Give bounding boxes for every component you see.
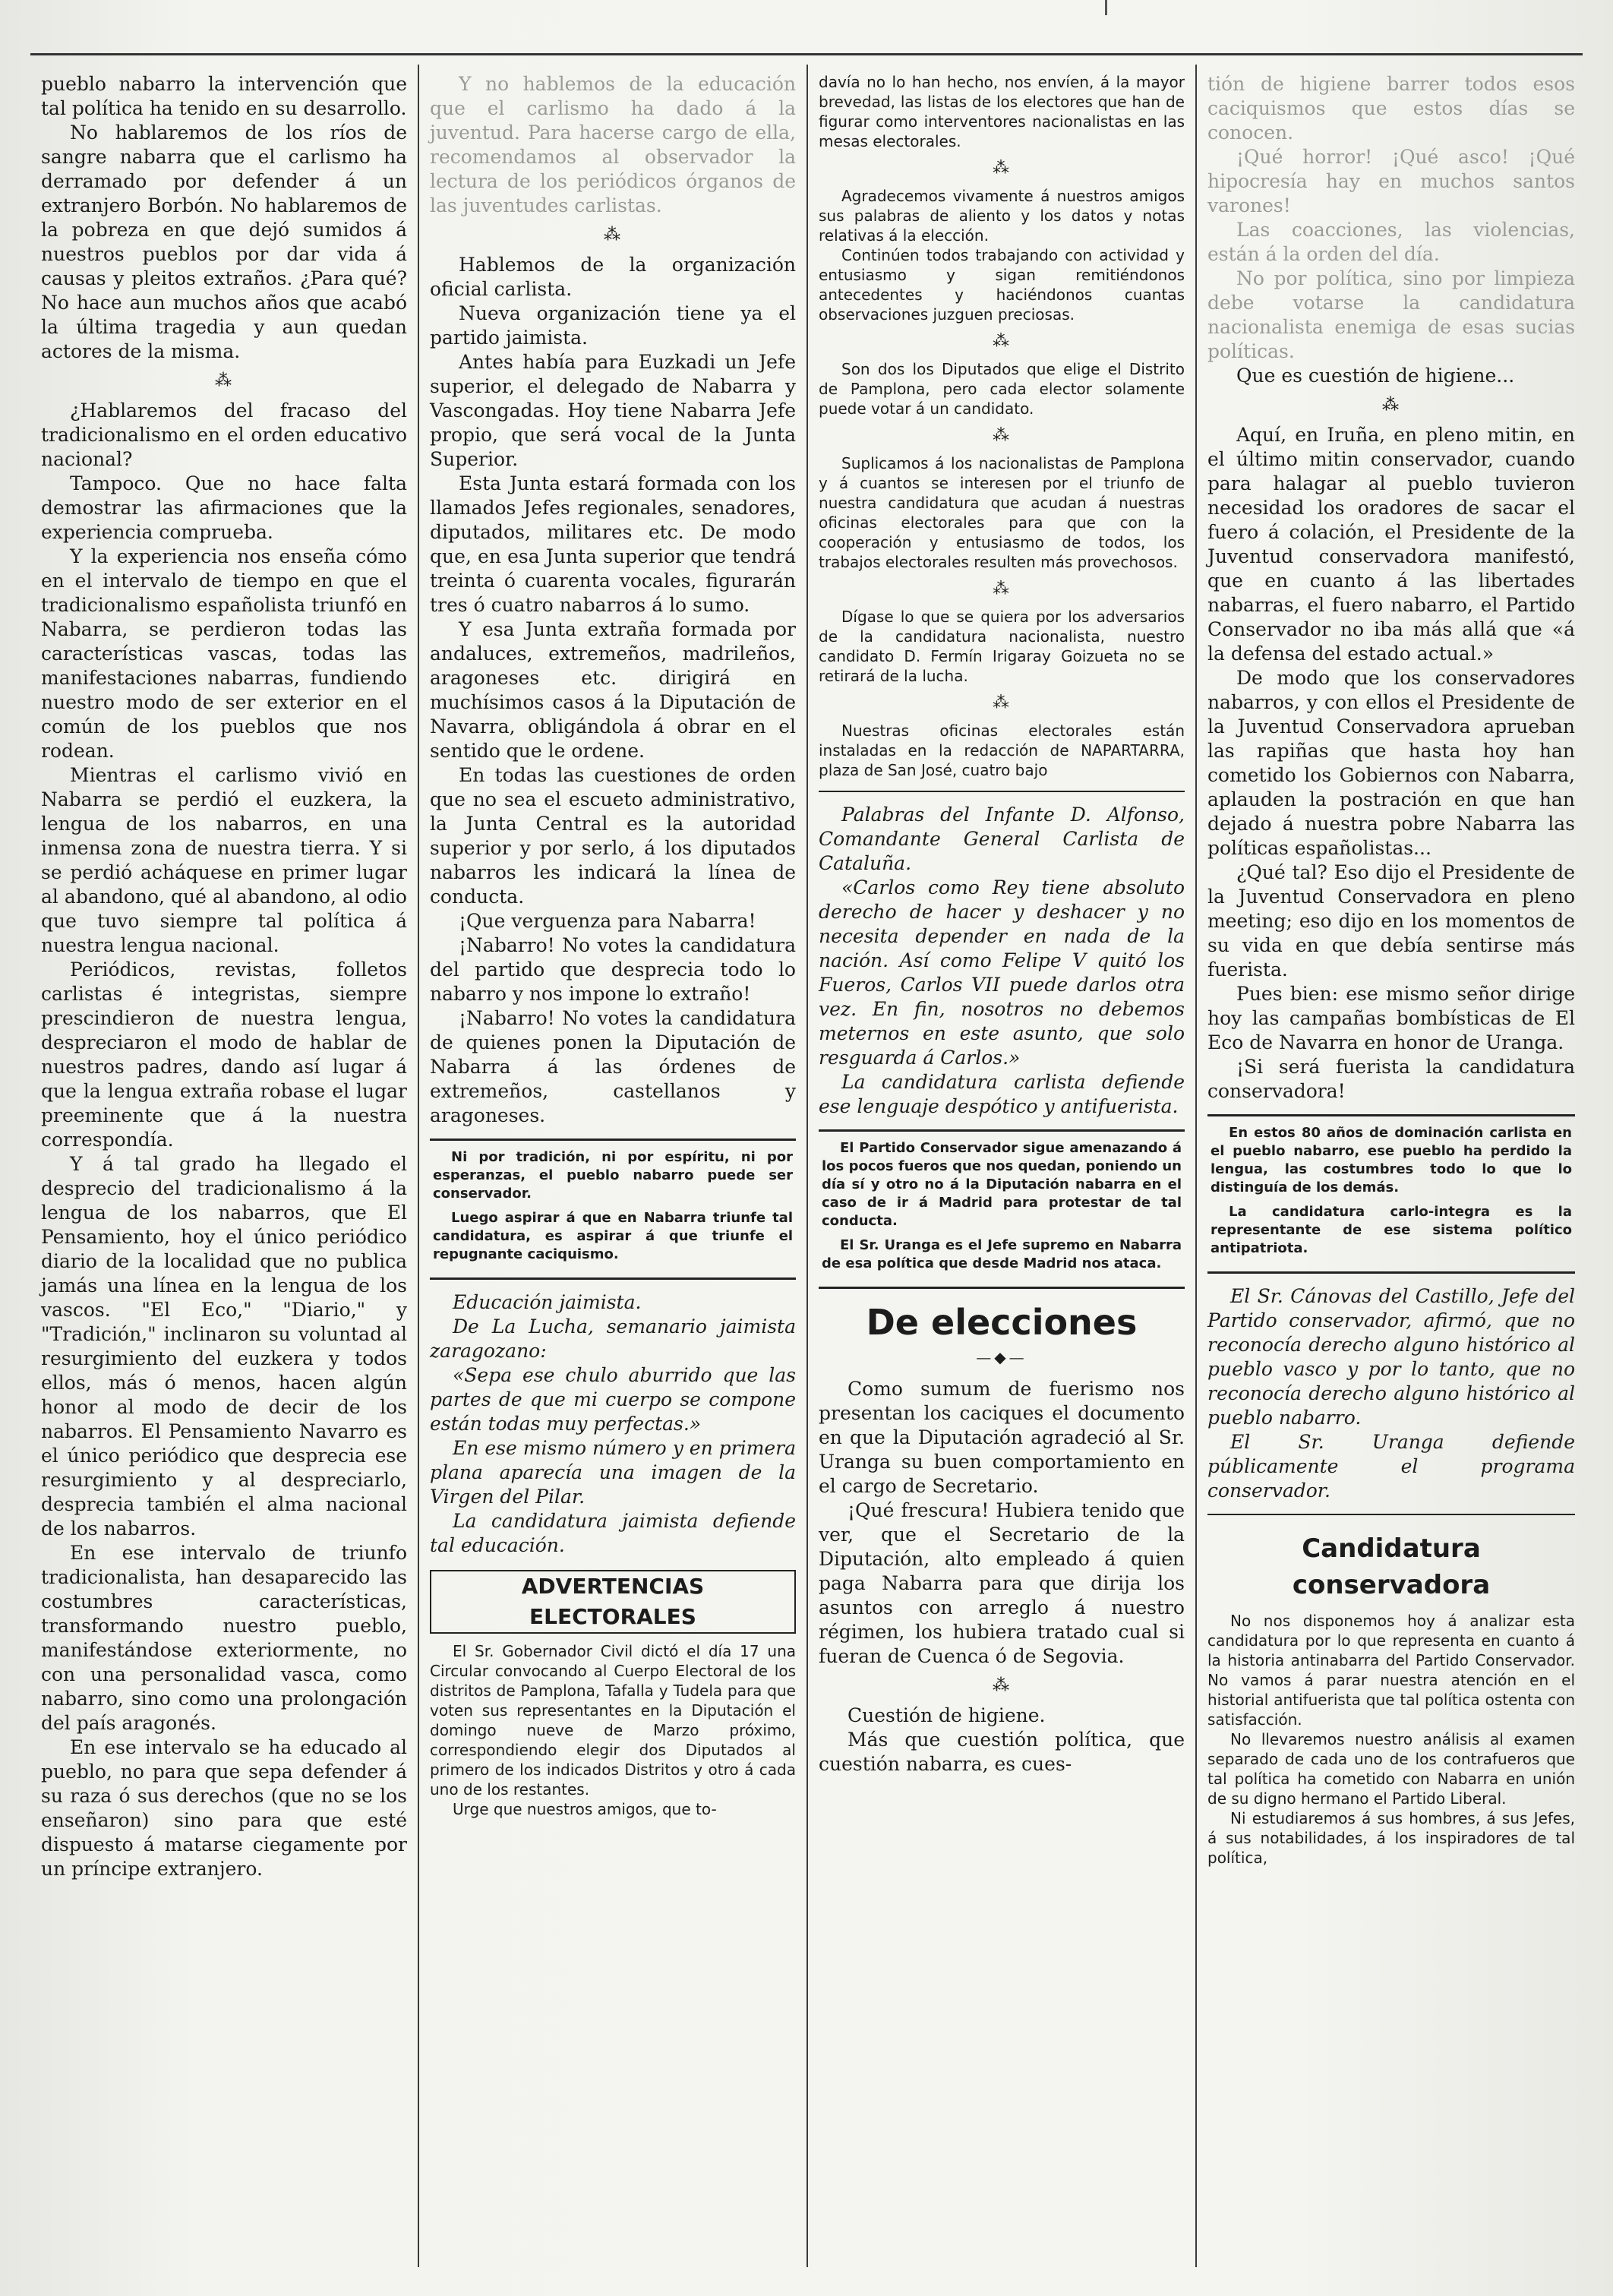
paragraph: En ese intervalo de triunfo tradicionalista, han desaparecido las costumbres características, transformando nuestro pueblo, manifestándose exteriormente, no con una personalidad vasca, como nabarro, sino como una prolongación del país aragonés. — [41, 1542, 407, 1734]
asterism-separator: ⁂ — [993, 159, 1011, 178]
asterism-separator: ⁂ — [993, 332, 1011, 351]
italic-section — [430, 1290, 796, 1558]
paragraph: En todas las cuestiones de orden que no sea el escueto administrativo, la Junta Central es la autoridad superior y por serlo, á los diputados nabarros les indicará la línea de conducta. — [430, 764, 796, 908]
paragraph: ¡Nabarro! No votes la candidatura del partido que desprecia todo lo nabarro y nos impone lo extraño! — [430, 934, 796, 1005]
paragraph: Y no hablemos de la educación que el carlismo ha dado á la juventud. Para hacerse cargo de ella, recomendamos al observador la lectura de los periódicos órganos de las juventudes carlistas. — [430, 73, 796, 216]
paragraph: ¡Nabarro! No votes la candidatura de quienes ponen la Diputación de Nabarra á las órdenes de extremeños, castellanos y aragoneses. — [430, 1007, 796, 1126]
italic-paragraph: «Carlos como Rey tiene absoluto derecho de hacer y deshacer y no necesita depender en nada de la nación. Así como Felipe V quitó los Fueros, Carlos VII puede darlos otra vez. En fin, nosotros no debemos meternos en este asunto, que solo resguarda á Carlos.» — [819, 876, 1185, 1069]
note-paragraph: Nuestras oficinas electorales están instaladas en la redacción de NAPARTARRA, plaza de San José, cuatro bajo — [819, 722, 1185, 779]
asterism-separator: ⁂ — [1382, 396, 1400, 415]
italic-paragraph: Educación jaimista. — [453, 1291, 642, 1313]
notice-box — [430, 1139, 796, 1280]
paragraph: Periódicos, revistas, folletos carlistas é integristas, siempre prescindieron de nuestra lengua, despreciaron el modo de hablar de nuestros padres, dando así lugar á que la lengua extraña robase el lugar preeminente que á la nuestra correspondía. — [41, 959, 407, 1151]
column-3 — [808, 65, 1197, 2267]
paragraph: Hablemos de la organización oficial carlista. — [430, 254, 796, 300]
paragraph: Tampoco. Que no hace falta demostrar las afirmaciones que la experiencia comprueba. — [41, 472, 407, 543]
page-edge-mark — [1105, 0, 1107, 15]
paragraph: En ese intervalo se ha educado al pueblo, no para que sepa defender á su raza ó sus derechos (que no se los enseñaron) sino para que esté dispuesto á matarse ciegamente por un príncipe extranjero. — [41, 1736, 407, 1880]
paragraph: tión de higiene barrer todos esos caciquismos que estos días se conocen. — [1207, 73, 1575, 144]
column-2 — [419, 65, 808, 2267]
ornament-divider: —◆— — [976, 1348, 1027, 1366]
paragraph: Y á tal grado ha llegado el desprecio del tradicionalismo á la lengua de los nabarros, que El Pensamiento, hoy el único periódico diario de la localidad que no publica jamás una línea en la lengua de los vascos. "El Eco," "Diario," y "Tradición," inclinaron su voluntad al resurgimiento del euzkera y todos ellos, más ó menos, hacen algún honor al modo de decir de los nabarros. El Pensamiento Navarro es el único periódico que desprecia ese resurgimiento y al despreciarlo, desprecia también el alma nacional de los nabarros. — [41, 1153, 407, 1540]
columns — [30, 65, 1587, 2267]
advert-paragraph: Urge que nuestros amigos, que to- — [453, 1800, 717, 1818]
paragraph: Ni estudiaremos á sus hombres, á sus Jefes, á sus notabilidades, á los inspiradores de tal política, — [1207, 1809, 1575, 1867]
paragraph: De modo que los conservadores nabarros, y con ellos el Presidente de la Juventud Conservadora aprueban las rapiñas que hasta hoy han cometido los Gobiernos con Nabarra, aplauden la postración en que han dejado á nuestra pobre Nabarra las políticas españolistas... — [1207, 667, 1575, 859]
paragraph: Cuestión de higiene. — [848, 1704, 1046, 1726]
note-paragraph: Son dos los Diputados que elige el Distrito de Pamplona, pero cada elector solamente puede votar á un candidato. — [819, 360, 1185, 418]
paragraph: Antes había para Euzkadi un Jefe superior, el delegado de Nabarra y Vascongadas. Hoy tiene Nabarra Jefe propio, que será vocal de la Junta Superior. — [430, 351, 796, 470]
paragraph: Mientras el carlismo vivió en Nabarra se perdió el euzkera, la lengua de los nabarros, en una inmensa zona de nuestra tierra. Y si se perdió acháquese en primer lugar al abandono, qué al abandono, al odio que tuvo siempre tal política á nuestra lengua nacional. — [41, 764, 407, 956]
candidature-section — [1207, 1611, 1575, 1868]
paragraph: ¡Que verguenza para Nabarra! — [459, 910, 756, 932]
italic-section — [1207, 1284, 1575, 1503]
note-paragraph: Suplicamos á los nacionalistas de Pamplona y á cuantos se interesen por el triunfo de nuestra candidatura que acudan á nuestras oficinas electorales para que con la cooperación y entusiasmo de todos, los trabajos electorales resulten más provechosos. — [819, 454, 1185, 571]
electoral-notes — [819, 72, 1185, 780]
note-paragraph: Dígase lo que se quiera por los adversarios de la candidatura nacionalista, nuestro candidato D. Fermín Irigaray Goizueta no se retirará de la lucha. — [819, 608, 1185, 685]
notice-text: En estos 80 años de dominación carlista en el pueblo nabarro, ese pueblo ha perdido la lengua, las costumbres todo lo que lo distinguía de los demás. — [1211, 1125, 1572, 1195]
paragraph: No hablaremos de los ríos de sangre nabarra que el carlismo ha derramado por defender á un extranjero Borbón. No hablaremos de la pobreza en que dejó sumidos á nuestros pueblos por dar vida á causas y pleitos extraños. ¿Para qué? No hace aun muchos años que acabó la última tragedia y aun quedan actores de la misma. — [41, 122, 407, 362]
paragraph: Más que cuestión política, que cuestión nabarra, es cues- — [819, 1729, 1185, 1775]
divider — [1207, 1514, 1575, 1515]
note-paragraph: Agradecemos vivamente á nuestros amigos sus palabras de aliento y los datos y notas relativas á la elección. — [819, 187, 1185, 245]
italic-section — [819, 803, 1185, 1119]
column-1 — [30, 65, 419, 2267]
paragraph: Que es cuestión de higiene... — [1236, 365, 1515, 387]
notice-text: La candidatura carlo-integra es la representante de ese sistema político antipatriota. — [1211, 1204, 1572, 1256]
paragraph: ¿Qué tal? Eso dijo el Presidente de la Juventud Conservadora en pleno meeting; eso dijo en los momentos de su vida en que debía sentirse más fuerista. — [1207, 861, 1575, 981]
paragraph: ¿Hablaremos del fracaso del tradicionalismo en el orden educativo nacional? — [41, 400, 407, 470]
notice-text: El Sr. Uranga es el Jefe supremo en Nabarra de esa política que desde Madrid nos ataca. — [822, 1237, 1182, 1271]
paragraph: No nos disponemos hoy á analizar esta candidatura por lo que representa en cuanto á la historia antinabarra del Partido Conservador. No vamos á parar nuestra atención en el historial antifuerista que tal política ostenta con satisfacción. — [1207, 1612, 1575, 1729]
notice-text: Luego aspirar á que en Nabarra triunfe tal candidatura, es aspirar á que triunfe el repugnante caciquismo. — [433, 1210, 793, 1262]
asterism-separator: ⁂ — [993, 426, 1011, 445]
paragraph: ¡Qué horror! ¡Qué asco! ¡Qué hipocresía hay en muchos santos varones! — [1207, 146, 1575, 216]
note-paragraph: davía no lo han hecho, nos envíen, á la mayor brevedad, las listas de los electores que han de figurar como interventores nacionalistas en las mesas electorales. — [819, 73, 1185, 150]
section-heading: Candidatura conservadora — [1292, 1533, 1491, 1600]
italic-paragraph: En ese mismo número y en primera plana aparecía una imagen de la Virgen del Pilar. — [430, 1437, 796, 1508]
italic-paragraph: Palabras del Infante D. Alfonso, Comandante General Carlista de Cataluña. — [819, 804, 1185, 874]
note-paragraph: Continúen todos trabajando con actividad y entusiasmo y sigan remitiéndonos antecedentes y haciéndonos cuantas observaciones juzguen preciosas. — [819, 246, 1185, 324]
italic-paragraph: El Sr. Uranga defiende públicamente el programa conservador. — [1207, 1431, 1575, 1502]
paragraph: ¡Qué frescura! Hubiera tenido que ver, que el Secretario de la Diputación, alto empleado á quien paga Nabarra para que dirija los asuntos con arreglo á nuestro régimen, los hubiera tratado cual si fueran de Cuenca ó de Segovia. — [819, 1499, 1185, 1667]
italic-paragraph: «Sepa ese chulo aburrido que las partes de que mi cuerpo se compone están todas muy perfectas.» — [430, 1364, 796, 1435]
italic-paragraph: De La Lucha, semanario jaimista zaragozano: — [430, 1315, 796, 1362]
divider — [819, 791, 1185, 792]
paragraph: No por política, sino por limpieza debe votarse la candidatura nacionalista enemiga de esas sucias políticas. — [1207, 267, 1575, 362]
notice-text: Ni por tradición, ni por espíritu, ni por esperanzas, el pueblo nabarro puede ser conservador. — [433, 1149, 793, 1202]
paragraph: ¡Si será fuerista la candidatura conservadora! — [1207, 1056, 1575, 1102]
notice-text: El Partido Conservador sigue amenazando á los pocos fueros que nos quedan, poniendo un día sí y otro no á la Diputación nabarra en el caso de ir á Madrid para protestar de tal conducta. — [822, 1140, 1182, 1229]
top-rule — [30, 53, 1583, 55]
column-4 — [1197, 65, 1586, 2267]
paragraph: No llevaremos nuestro análisis al examen separado de cada uno de los contrafueros que tal política ha cometido con Nabarra en unión de su digno hermano el Partido Liberal. — [1207, 1730, 1575, 1808]
asterism-separator: ⁂ — [993, 693, 1011, 712]
asterism-separator: ⁂ — [215, 371, 233, 390]
italic-paragraph: La candidatura carlista defiende ese lenguaje despótico y antifuerista. — [819, 1071, 1185, 1117]
paragraph: Pues bien: ese mismo señor dirige hoy las campañas bombísticas de El Eco de Navarra en honor de Uranga. — [1207, 983, 1575, 1053]
paragraph: Las coacciones, las violencias, están á la orden del día. — [1207, 219, 1575, 265]
section-heading: De elecciones — [866, 1302, 1138, 1343]
asterism-separator: ⁂ — [604, 226, 622, 245]
paragraph: Como sumum de fuerismo nos presentan los caciques el documento en que la Diputación agradeció al Sr. Uranga su buen comportamiento en el cargo de Secretario. — [819, 1378, 1185, 1497]
notice-box — [1207, 1114, 1575, 1274]
asterism-separator: ⁂ — [993, 1676, 1011, 1695]
paragraph: Aquí, en Iruña, en pleno mitin, en el último mitin conservador, cuando para halagar al pueblo tuvieron necesidad los oradores de sacar el fuero á colación, el Presidente de la Juventud conservadora manifestó, que en cuanto á las libertades nabarras, el fuero nabarro, el Partido Conservador no iba más allá que «á la defensa del estado actual.» — [1207, 424, 1575, 665]
paragraph: Nueva organización tiene ya el partido jaimista. — [430, 302, 796, 349]
paragraph: Y esa Junta extraña formada por andaluces, extremeños, madrileños, aragoneses etc. dirigirá en muchísimos casos á la Diputación de Navarra, obligándola á obrar en el sentido que le ordene. — [430, 618, 796, 762]
advert-section — [430, 1641, 796, 1819]
paragraph: Esta Junta estará formada con los llamados Jefes regionales, senadores, diputados, militares etc. De modo que, en esa Junta superior que tendrá treinta ó cuarenta vocales, figurarán tres ó cuatro nabarros á lo sumo. — [430, 472, 796, 616]
notice-box — [819, 1129, 1185, 1289]
italic-paragraph: La candidatura jaimista defiende tal educación. — [430, 1510, 796, 1556]
italic-paragraph: El Sr. Cánovas del Castillo, Jefe del Partido conservador, afirmó, que no reconocía derecho alguno histórico al pueblo vasco y por lo tanto, que no reconocía derecho alguno histórico al pueblo nabarro. — [1207, 1285, 1575, 1429]
advert-paragraph: El Sr. Gobernador Civil dictó el día 17 una Circular convocando al Cuerpo Electoral de los distritos de Pamplona, Tafalla y Tudela para que voten sus representantes en la Diputación el domingo nueve de Marzo próximo, correspondiendo elegir dos Diputados al primero de los indicados Distritos y otro á cada uno de los restantes. — [430, 1642, 796, 1799]
paragraph: Y la experiencia nos enseña cómo en el intervalo de tiempo en que el tradicionalismo españolista triunfó en Nabarra, se perdieron todas las características vascas, todas las manifestaciones nabarras, fundiendo nuestro modo de ser exterior en el común de los pueblos que nos rodean. — [41, 545, 407, 762]
paragraph: pueblo nabarro la intervención que tal política ha tenido en su desarrollo. — [41, 73, 407, 119]
asterism-separator: ⁂ — [993, 580, 1011, 598]
advert-heading: ADVERTENCIAS ELECTORALES — [430, 1570, 796, 1634]
